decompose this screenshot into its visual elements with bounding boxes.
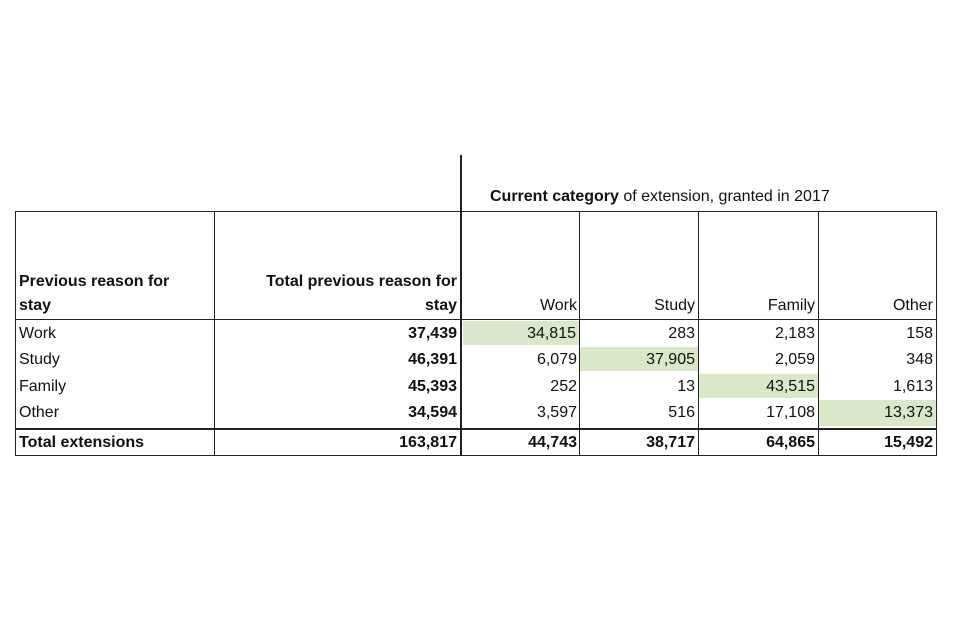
cell-study-family: 2,059 <box>774 351 815 368</box>
col-header-family: Family <box>767 297 815 314</box>
table-title-rest: of extension, granted in 2017 <box>618 188 830 205</box>
header-top-rule <box>15 211 937 212</box>
col-header-work: Work <box>539 297 577 314</box>
totals-family: 64,865 <box>766 434 815 451</box>
cell-other-study: 516 <box>668 404 695 421</box>
cell-work-study: 283 <box>668 325 695 342</box>
cell-family-family: 43,515 <box>699 374 818 398</box>
col-header-total-line2: stay <box>424 297 457 314</box>
table-title-bold: Current category <box>490 188 619 205</box>
cell-family-work: 252 <box>550 378 577 395</box>
cell-other-family: 17,108 <box>766 404 815 421</box>
cell-family-other: 1,613 <box>892 378 933 395</box>
row-total-study: 46,391 <box>408 351 457 368</box>
row-total-other: 34,594 <box>408 404 457 421</box>
row-label-work: Work <box>19 325 57 342</box>
right-border <box>936 211 937 456</box>
totals-study: 38,717 <box>646 434 695 451</box>
row-label-study: Study <box>19 351 60 368</box>
cell-other-other: 13,373 <box>819 400 936 426</box>
cell-other-work: 3,597 <box>536 404 577 421</box>
cell-study-study: 37,905 <box>580 347 698 371</box>
cell-study-other: 348 <box>906 351 933 368</box>
col-header-study: Study <box>654 297 695 314</box>
cell-family-study: 13 <box>677 378 695 395</box>
table-title <box>490 186 830 208</box>
row-total-family: 45,393 <box>408 378 457 395</box>
cell-work-work: 34,815 <box>463 321 579 345</box>
table-bottom-rule <box>15 455 937 456</box>
left-border <box>15 211 16 456</box>
totals-other: 15,492 <box>884 434 933 451</box>
cell-work-family: 2,183 <box>774 325 815 342</box>
totals-work: 44,743 <box>528 434 577 451</box>
header-bottom-rule <box>15 319 937 320</box>
col-header-reason-line1: Previous reason for <box>19 273 170 290</box>
col-header-total-line1: Total previous reason for <box>266 273 457 290</box>
cell-study-work: 6,079 <box>536 351 577 368</box>
totals-top-rule <box>15 428 937 430</box>
row-label-other: Other <box>19 404 60 421</box>
col-header-reason-line2: stay <box>19 297 52 314</box>
totals-label: Total extensions <box>19 434 145 451</box>
row-total-work: 37,439 <box>408 325 457 342</box>
col-header-other: Other <box>892 297 933 314</box>
row-label-family: Family <box>19 378 67 395</box>
totals-total: 163,817 <box>399 434 457 451</box>
cell-work-other: 158 <box>906 325 933 342</box>
